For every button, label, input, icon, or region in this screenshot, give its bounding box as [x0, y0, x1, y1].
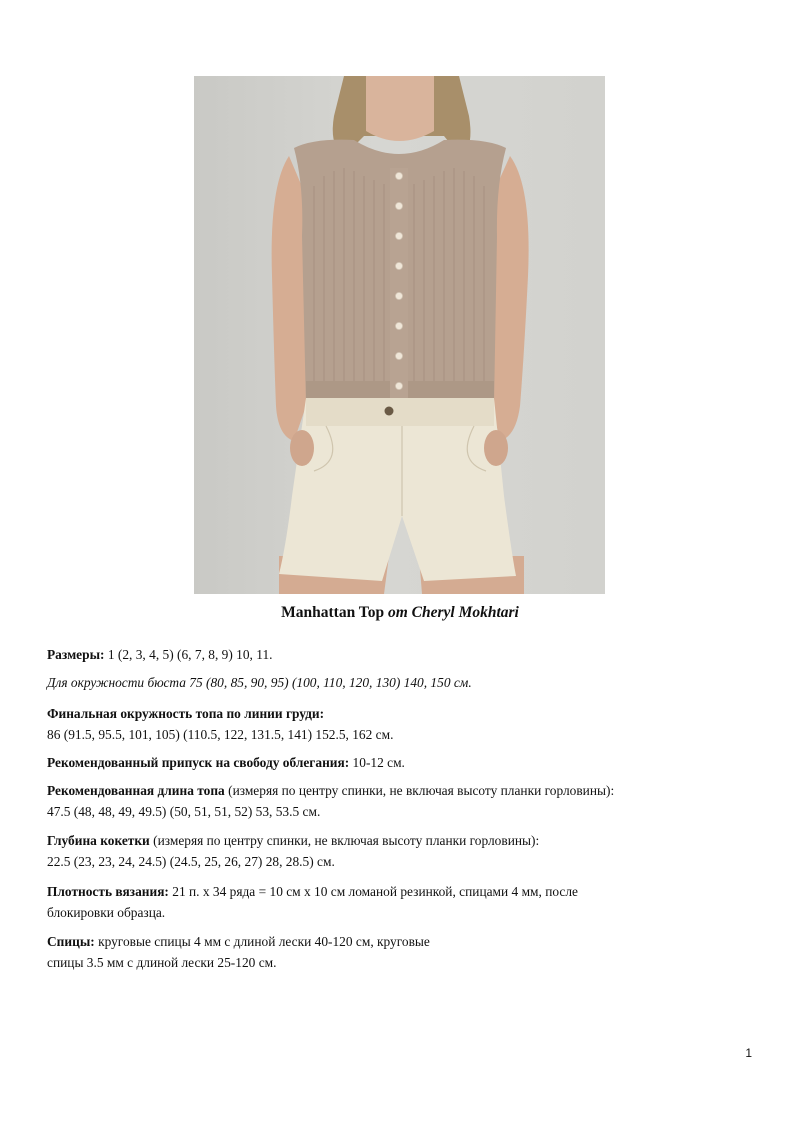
finished-bust-label: Финальная окружность топа по линии груди: [47, 706, 325, 721]
ease-label: Рекомендованный припуск на свободу облегания: [47, 755, 350, 770]
sizes-value: 1 (2, 3, 4, 5) (6, 7, 8, 9) 10, 11. [104, 647, 273, 662]
page-number: 1 [745, 1046, 752, 1060]
yoke-value: 22.5 (23, 23, 24, 24.5) (24.5, 25, 26, 27) 28, 28.5) см. [47, 854, 335, 869]
designer-credit: от Cheryl Mokhtari [387, 604, 519, 621]
gauge-text-cont: блокировки образца. [47, 905, 166, 920]
needles-text: круговые спицы 4 мм с длиной лески 40-120 см, круговые [94, 934, 430, 949]
needles-text-cont: спицы 3.5 мм с длиной лески 25-120 см. [47, 955, 277, 970]
length-value: 47.5 (48, 48, 49, 49.5) (50, 51, 51, 52) 53, 53.5 см. [47, 804, 321, 819]
sizes-label: Размеры: [47, 647, 105, 662]
needles-label: Спицы: [47, 934, 95, 949]
ease-value: 10-12 см. [349, 755, 405, 770]
length-line [47, 780, 747, 801]
photo-illustration [194, 76, 605, 594]
length-note: (измеряя по центру спинки, не включая высоту планки горловины): [224, 783, 615, 798]
gauge-text: 21 п. х 34 ряда = 10 см х 10 см ломаной резинкой, спицами 4 мм, после [168, 884, 578, 899]
gauge-label: Плотность вязания: [47, 884, 169, 899]
yoke-label: Глубина кокетки [47, 833, 150, 848]
sizes-line [47, 644, 747, 665]
ease-line [47, 752, 747, 773]
product-photo [194, 76, 605, 594]
pattern-title [0, 604, 800, 622]
sizes-note: Для окружности бюста 75 (80, 85, 90, 95) (100, 110, 120, 130) 140, 150 см. [47, 675, 472, 690]
yoke-line [47, 830, 747, 851]
finished-bust-value: 86 (91.5, 95.5, 101, 105) (110.5, 122, 131.5, 141) 152.5, 162 см. [47, 727, 394, 742]
yoke-note: (измеряя по центру спинки, не включая высоту планки горловины): [149, 833, 540, 848]
needles-line [47, 931, 747, 952]
pattern-name: Manhattan Top [281, 604, 385, 621]
length-label: Рекомендованная длина топа [47, 783, 225, 798]
gauge-line [47, 881, 747, 902]
